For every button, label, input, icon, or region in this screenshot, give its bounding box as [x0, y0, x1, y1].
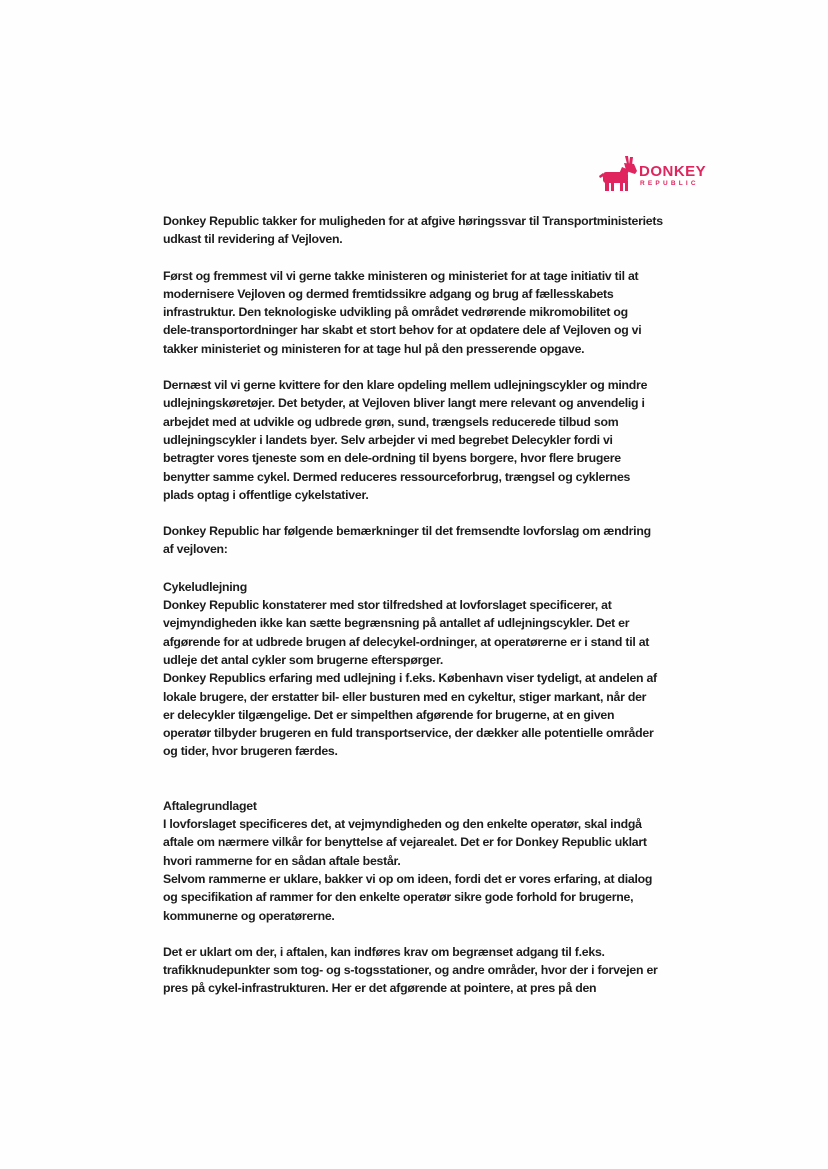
- text-line: og specifikation af rammer for den enkelte operatør sikre gode forhold for brugerne,: [163, 890, 634, 905]
- paragraph-first: [163, 267, 683, 358]
- text-line: pres på cykel-infrastrukturen. Her er det afgørende at pointere, at pres på den: [163, 981, 597, 996]
- text-line: betragter vores tjeneste som en dele-ordning til byens borgere, hvor flere brugere: [163, 451, 621, 466]
- paragraph-third: [163, 522, 683, 559]
- text-line: vejmyndigheden ikke kan sætte begrænsning på antallet af udlejningscykler. Det er: [163, 616, 630, 631]
- text-line: arbejdet med at udvikle og udbrede grøn, sund, trængsels reducerede tilbud som: [163, 414, 619, 429]
- logo-wordmark: DONKEY: [639, 163, 707, 180]
- text-line: afgørende for at udbrede brugen af delecykel-ordninger, at operatørerne er i stand til at: [163, 634, 650, 649]
- text-line: trafikknudepunkter som tog- og s-togsstationer, og andre områder, hvor der i forvejen er: [163, 963, 658, 978]
- section-cykeludlejning: [163, 578, 683, 761]
- text-line: af vejloven:: [163, 542, 228, 557]
- paragraph-intro: [163, 212, 683, 249]
- text-line: kommunerne og operatørerne.: [163, 908, 335, 923]
- text-line: aftale om nærmere vilkår for benyttelse af vejarealet. Det er for Donkey Republic uklart: [163, 835, 647, 850]
- section-heading: Cykeludlejning: [163, 579, 247, 594]
- text-line: udlejningscykler i landets byer. Selv arbejder vi med begrebet Delecykler fordi vi: [163, 432, 613, 447]
- text-line: Donkey Republics erfaring med udlejning i f.eks. København viser tydeligt, at andelen af: [163, 671, 657, 686]
- donkey-icon: [598, 156, 638, 192]
- text-line: udkast til revidering af Vejloven.: [163, 232, 343, 247]
- text-line: plads optag i offentlige cykelstativer.: [163, 487, 369, 502]
- text-line: I lovforslaget specificeres det, at vejmyndigheden og den enkelte operatør, skal indgå: [163, 817, 642, 832]
- letter-body: [163, 212, 683, 998]
- text-line: udlejningskøretøjer. Det betyder, at Vejloven bliver langt mere relevant og anvendelig i: [163, 396, 645, 411]
- text-line: hvori rammerne for en sådan aftale består.: [163, 853, 401, 868]
- text-line: Donkey Republic har følgende bemærkninger til det fremsendte lovforslag om ændring: [163, 524, 651, 539]
- paragraph-second: [163, 376, 683, 504]
- text-line: takker ministeriet og ministeren for at tage hul på den presserende opgave.: [163, 341, 585, 356]
- text-line: udleje det antal cykler som brugerne efterspørger.: [163, 652, 443, 667]
- text-line: og tider, hvor brugeren færdes.: [163, 744, 338, 759]
- text-line: Donkey Republic takker for muligheden for at afgive høringssvar til Transportministeriets: [163, 214, 663, 228]
- paragraph-closing: [163, 943, 683, 998]
- text-line: Selvom rammerne er uklare, bakker vi op om ideen, fordi det er vores erfaring, at dialog: [163, 871, 653, 886]
- section-heading: Aftalegrundlaget: [163, 798, 257, 813]
- text-line: lokale brugere, der erstatter bil- eller busturen med en cykeltur, stiger markant, når der: [163, 689, 647, 704]
- text-line: Donkey Republic konstaterer med stor tilfredshed at lovforslaget specificerer, at: [163, 598, 612, 613]
- text-line: Dernæst vil vi gerne kvittere for den klare opdeling mellem udlejningscykler og mindre: [163, 378, 648, 393]
- text-line: operatør tilbyder brugeren en fuld transportservice, der dækker alle potentielle områder: [163, 726, 654, 741]
- text-line: dele-transportordninger har skabt et stort behov for at opdatere dele af Vejloven og vi: [163, 323, 642, 338]
- text-line: modernisere Vejloven og dermed fremtidssikre adgang og brug af fællesskabets: [163, 286, 614, 301]
- text-line: er delecykler tilgængelige. Det er simpelthen afgørende for brugerne, at en given: [163, 707, 615, 722]
- text-line: benytter samme cykel. Dermed reduceres ressourceforbrug, trængsel og cyklernes: [163, 469, 631, 484]
- donkey-republic-logo: [598, 156, 710, 196]
- text-line: Først og fremmest vil vi gerne takke ministeren og ministeriet for at tage initiativ til at: [163, 268, 639, 283]
- text-line: infrastruktur. Den teknologiske udvikling på området vedrørende mikromobilitet og: [163, 305, 628, 320]
- text-line: Det er uklart om der, i aftalen, kan indføres krav om begrænset adgang til f.eks.: [163, 944, 605, 959]
- section-aftalegrundlaget: [163, 797, 683, 925]
- logo-subtitle: REPUBLIC: [640, 180, 699, 187]
